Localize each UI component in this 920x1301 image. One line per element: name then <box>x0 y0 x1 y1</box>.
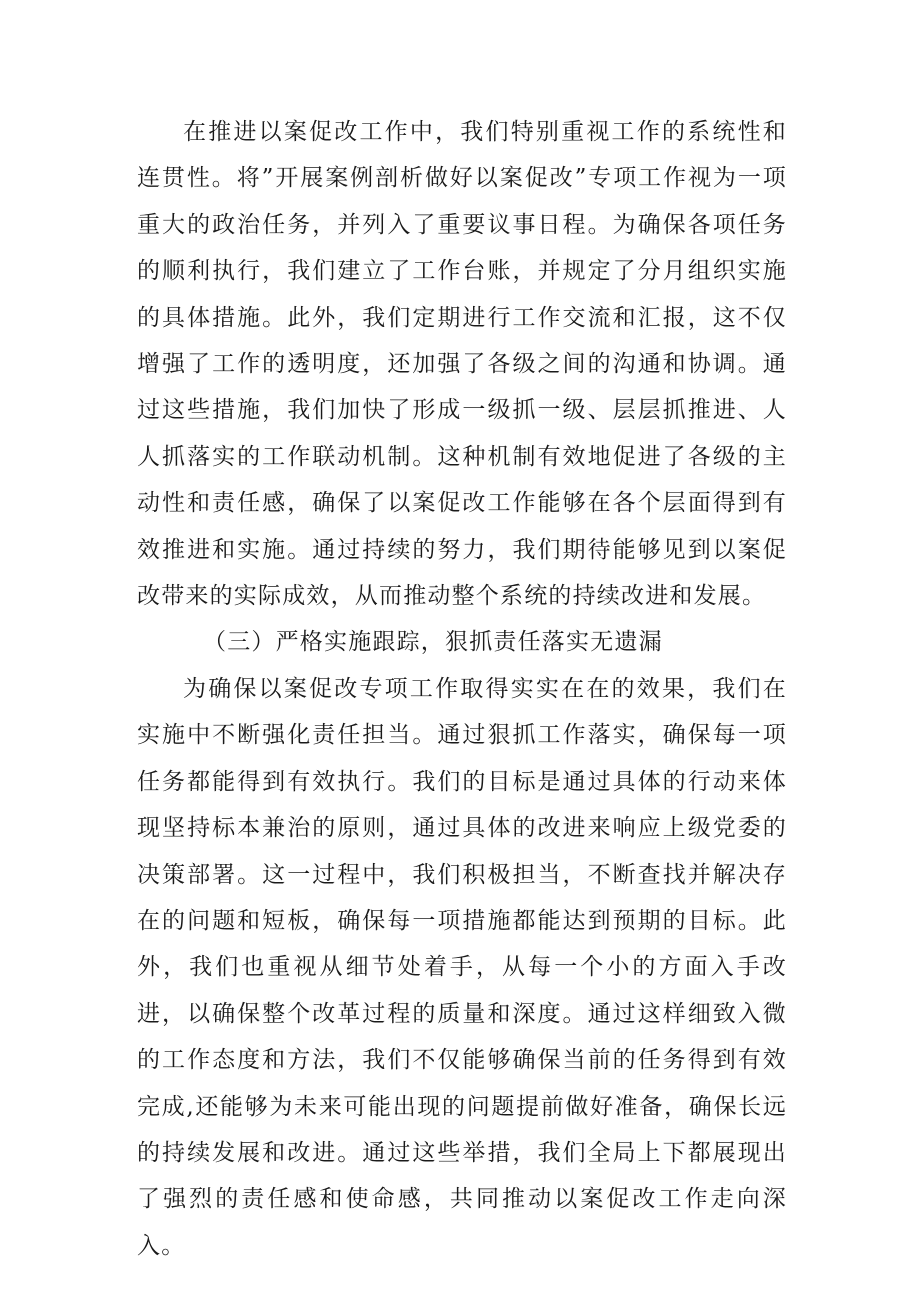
paragraph-system-coherence: 在推进以案促改工作中，我们特别重视工作的系统性和连贯性。将”开展案例剖析做好以案促改”专项工作视为一项重大的政治任务，并列入了重要议事日程。为确保各项任务的顺利执行，我们建立了工作台账，并规定了分月组织实施的具体措施。此外，我们定期进行工作交流和汇报，这不仅增强了工作的透明度，还加强了各级之间的沟通和协调。通过这些措施，我们加快了形成一级抓一级、层层抓推进、人人抓落实的工作联动机制。这种机制有效地促进了各级的主动性和责任感，确保了以案促改工作能够在各个层面得到有效推进和实施。通过持续的努力，我们期待能够见到以案促改带来的实际成效，从而推动整个系统的持续改进和发展。 <box>137 119 787 610</box>
section-heading-three: （三）严格实施跟踪，狠抓责任落实无遗漏 <box>203 629 663 656</box>
document-body <box>137 109 787 1269</box>
paragraph-responsibility: 为确保以案促改专项工作取得实实在在的效果，我们在实施中不断强化责任担当。通过狠抓工作落实，确保每一项任务都能得到有效执行。我们的目标是通过具体的行动来体现坚持标本兼治的原则，通过具体的改进来响应上级党委的决策部署。这一过程中，我们积极担当，不断查找并解决存在的问题和短板，确保每一项措施都能达到预期的目标。此外，我们也重视从细节处着手，从每一个小的方面入手改进，以确保整个改革过程的质量和深度。通过这样细致入微的工作态度和方法，我们不仅能够确保当前的任务得到有效完成,还能够为未来可能出现的问题提前做好准备，确保长远的持续发展和改进。通过这些举措，我们全局上下都展现出了强烈的责任感和使命感，共同推动以案促改工作走向深入。 <box>137 675 787 1259</box>
